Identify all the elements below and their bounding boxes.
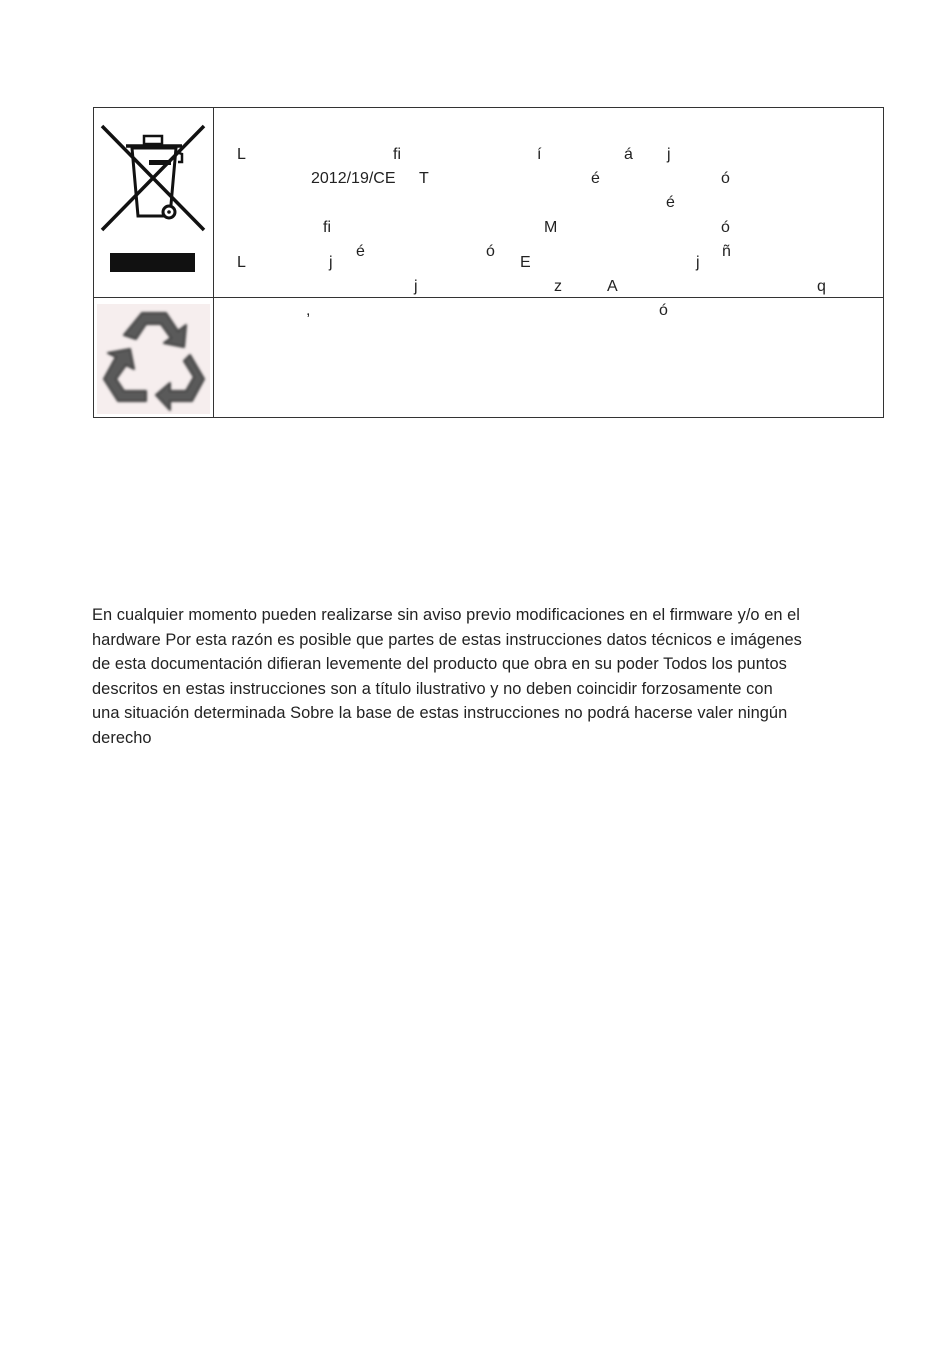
- disposal-notice-table: [93, 107, 884, 418]
- disclaimer-line: En cualquier momento pueden realizarse sin aviso previo modiﬁcaciones en el ﬁrmware y/o en el: [92, 606, 800, 624]
- weee-text-fragment: ﬁ: [323, 219, 331, 236]
- recycling-icon-cell: [94, 297, 214, 417]
- weee-icon-cell: [94, 108, 214, 297]
- recycling-text-fragment: E: [520, 254, 531, 271]
- recycling-text-fragment: j: [329, 254, 333, 271]
- weee-text-fragment: ﬁ: [393, 146, 401, 163]
- weee-text-fragment: j: [667, 146, 671, 163]
- recycling-text-fragment: j: [696, 254, 700, 271]
- weee-text: [215, 108, 883, 297]
- recycling-arrows-icon: [94, 297, 214, 417]
- recycling-text-fragment: A: [607, 278, 618, 295]
- weee-text-fragment: 2012/19/CE: [311, 170, 396, 187]
- weee-text-fragment: T: [419, 170, 429, 187]
- weee-text-fragment: M: [544, 219, 558, 236]
- disclaimer-line: descritos en estas instrucciones son a título ilustrativo y no deben coincidir forzosamente con: [92, 679, 773, 698]
- crossed-out-wheelie-bin-icon: [94, 108, 214, 297]
- weee-text-fragment: í: [537, 146, 542, 163]
- weee-text-fragment: ó: [721, 219, 730, 236]
- weee-text-fragment: é: [666, 194, 675, 211]
- disclaimer-line: hardware Por esta razón es posible que partes de estas instrucciones datos técnicos e imágenes: [92, 630, 802, 649]
- weee-text-fragment: é: [591, 170, 600, 187]
- recycling-text-fragment: q: [817, 278, 826, 295]
- recycling-text: [215, 254, 883, 417]
- weee-text-fragment: á: [624, 146, 633, 163]
- recycling-text-fragment: z: [554, 278, 562, 295]
- firmware-disclaimer-paragraph: [92, 603, 892, 750]
- recycling-text-fragment: L: [237, 254, 246, 271]
- weee-text-fragment: ó: [721, 170, 730, 187]
- recycling-text-fragment: ,: [306, 302, 311, 319]
- weee-text-fragment: L: [237, 146, 246, 163]
- recycling-text-fragment: j: [414, 278, 418, 295]
- recycling-text-fragment: ó: [659, 302, 668, 319]
- weee-text-fragment: é: [356, 243, 365, 260]
- disclaimer-line: una situación determinada Sobre la base de estas instrucciones no podrá hacerse valer ningún: [92, 704, 788, 722]
- disclaimer-line: de esta documentación diﬁeran levemente del producto que obra en su poder Todos los puntos: [92, 655, 787, 673]
- weee-text-fragment: ñ: [722, 243, 731, 260]
- weee-row: [94, 108, 883, 298]
- weee-text-fragment: ó: [486, 243, 495, 260]
- recycling-row: [94, 254, 883, 417]
- disclaimer-line: derecho: [92, 728, 152, 747]
